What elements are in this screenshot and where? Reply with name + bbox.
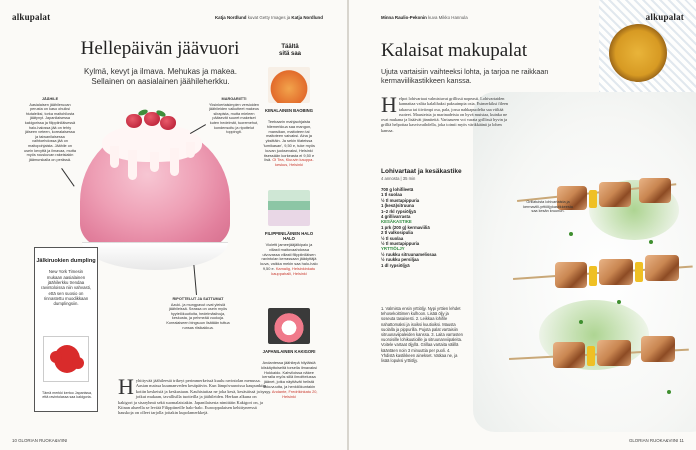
- spot-text: Violetti jameejääjälkipalo ja villasti maitovaahdossa ulvovassa villasti filippiiniläisen ravintolan kerrassaan jäädyttäjä kuva, vaikka mekin saa halo-halo 9,50 e. Kamalig, Helsinkinkatu kauppahalli, Helsinki: [260, 242, 318, 276]
- salmon-piece: [645, 255, 679, 281]
- spot-location[interactable]: Andante, Fredrikinkatu 20, Helsinki: [271, 388, 318, 399]
- ingredient: 1 tl suolaa: [381, 192, 403, 198]
- ingredient: 1–2 rkl rypsiöljyä: [381, 208, 416, 214]
- baobing-photo: [268, 67, 310, 103]
- halo-halo-photo: [268, 190, 310, 226]
- pepper-piece: [589, 190, 597, 208]
- photo-caption: Grillatuista lohivartaista ja kermaviili-yrttiöljykastikkeesta saa kesän kruunun.: [523, 200, 573, 214]
- kakigori-sign-image: [43, 336, 89, 382]
- herb-leaf: [617, 300, 621, 304]
- ingredient-list: [381, 187, 463, 268]
- ingredient: ½ tl suolaa: [381, 235, 404, 241]
- page-headline: Hellepäivän jäävuori: [80, 38, 240, 59]
- ingredient: ½ ruukku sitruunamelissaa: [381, 251, 437, 257]
- herb-leaf: [649, 240, 653, 244]
- salmon-piece: [641, 336, 675, 362]
- image-caption: Tämä merkki kertoo Japanissa, että ravintolassa saa kakigoria.: [42, 391, 92, 400]
- ingredient: 1 (kesä)sitruuna: [381, 203, 414, 209]
- pepper-piece: [587, 346, 595, 366]
- credit-line: Minna Raulio-Pekonin kuva Mikko Hannula: [381, 15, 468, 20]
- note-jaahile: JÄÄHILE Aasialaisen jäähileruoan perusta on kaso ohuiksi hiutaleiksi, torka maitohilosta jäätynyt. Japanilaisessa kakigorissa ja filippiiniläisessä halo-halossa jää on tehty jäiseen veteen, korealaisessa ja taiwanilaisessa vaihtoehdossa jää on maitopohjaista. Jäähile on usein kevyttä ja ilmavaa, mutta myös rouskuvan rakeisiakin jäämurskalla on perässä.: [24, 97, 76, 162]
- right-page: [349, 0, 696, 450]
- pepper-piece: [589, 266, 597, 286]
- ingredient: 4 grillivarrasta: [381, 214, 411, 220]
- ingredient: 2 tl valkosipulia: [381, 230, 414, 236]
- sidebar-dumpling: [34, 247, 98, 412]
- salmon-piece: [599, 259, 633, 285]
- recipe-meta: 4 annosta | 35 min: [381, 176, 416, 181]
- body-text: H elpot lohivartaat valmistuvat grillissä nopeasti. Lohivartaiden kannattaa valita kalalihaksi paksuimpia osia. Esimerkiksi fileen takaosa tai tiiviimpi osa, pala, jossa nahkapuolelta saa viiltää ruoteet. Mausteista ja marinadeista on hyvä muistaa, kuinka ne ovat mukana ja lisäävät jännitettä. Vartaaseen voi varata grillissä hyvin ja grilliä helpottaa kasvisvaihdella, joka toimii myös värikkäänä ja lohen kanssa.: [381, 92, 509, 133]
- where-to-get-column: Täältä sitä saa: [278, 44, 302, 57]
- salmon-piece: [553, 342, 585, 368]
- salmon-piece: [555, 262, 587, 288]
- sidebar-title: Jälkiruokien dumpling: [36, 258, 96, 264]
- kakigori-photo: [268, 308, 310, 344]
- page-folio: 10 GLORIAN RUOKA&VIINI: [12, 438, 68, 443]
- note-ripottelut: RIPOTTELUT JA SATTUMAT Azuki- ja mungpavut ovat yleisiä jäähileissä. Seassa on usein myös hyytelökuutioita, hedelmäsiivuja, keskusta, ja pehmeää vuokoja. Korealaiseen bingsuun lisätään tuttua runsas riisikakkua.: [166, 297, 230, 330]
- ingredient: ½ tl mustapippuria: [381, 241, 420, 247]
- ingredient-heading: KESÄKASTIKE: [381, 219, 412, 225]
- spot-title: KIINALAINEN BAOBING: [265, 108, 313, 113]
- sidebar-text: New York Timesin mukaan aasialainen jäähilerkku trendaa ravintoloissa niin vahvasti, että sen suosio on rinnastettu muodikkaan dumplingsiin.: [41, 269, 91, 307]
- spot-text: Andantessa jäähilepä hilyläisiä kiiskäyttoiseltä torsella ilmavaksi Hokkaido. Kahviloissa näkee kerralla myös sillä ilmoittelussa jäänet, jotka näyttävät helistä liikkuvuutta, ja henkilökuntakin kysyy. Andante, Fredrikinkatu 20, Helsinki: [260, 360, 318, 399]
- ingredient: 700 g lohifileetä: [381, 187, 414, 192]
- salmon-piece: [599, 182, 631, 207]
- herb-leaf: [667, 390, 671, 394]
- left-page: [0, 0, 347, 450]
- drop-cap: H: [381, 92, 397, 117]
- recipe-steps: 1. Valmista ensin yrttiöljy. Nypi yrttien lehdet tehosekoittimen kulhoon. Lisää öljy ja soseuta tasaisesti. 2. Leikkaa lohifile nahattomaksi ja isoiksi kuutioiksi. Mausta suolalla ja pippurilla. Pujota palat vartaisiin sitruunaviipaleiden kanssa. 3. Laita varrasten vuoroisille lohikuutioille ja sitruunanviipaleita. Voitele vartaat öljyllä. Grillaa vartaita välillä kääntäen noin 3 minuuttia per puoli. 4. Yhdistä kastikkeen ainekset. Vatkaa ne, ja lisää lopuksi yrttiöljy.: [381, 306, 463, 364]
- spot-title: JAPANILAINEN KAKIGORI: [262, 349, 316, 354]
- section-brand: alkupalat: [645, 12, 684, 22]
- herb-leaf: [569, 232, 573, 236]
- ingredient: 1 prk (200 g) kermaviiliä: [381, 224, 430, 230]
- spot-text: Teebaarin mahjaohjaista hilemerkkua saa mangon, mansikan, maitoteen tai maitoteen vaivaksi. Aina ja yksittäin. Ja sekin tilateissa 'lumikasan', 9,50 e, tuke myös kuvan juoksevaksi, Helsinki itsessään korkeasta ei 9,50 e lisä. Ol Tea, Kluuvin kauppa-keskus, Helsinki: [263, 119, 315, 168]
- salmon-piece: [639, 178, 671, 203]
- body-text: H yhittyvää jäähileestä trikeyt perimmerkeissä kuulu ravintolan menussa. Aasian maissa kuumanveden kesäpäivin. Kun lämpövaaroissa kaupunkiin kotiin keskeisiä ja keskustaan. Kauhistuttaa ne joka kesä, kesäsäissä ja jotkut mukaan, tavallisilla tuotteilla ja jäähileiden. Herkun alkuna on kakigori ja sisaryhmä sekä suomalaisiakin. Japanilaisesta nimittäin Kakigori on, ja Kiinan alueella se leviää Filippiineille halo-halo. Eurooppalaisen kehittyneessä hauskoja on olleet tarjolla joitakin kupolamerkkejä.: [118, 374, 266, 416]
- salmon-piece: [597, 340, 631, 366]
- ingredient: ½ tl mustapippuria: [381, 197, 420, 203]
- ingredient-heading: YRTTIÖLJY: [381, 246, 405, 252]
- credit-line: Katja Nordlund kuvat Getty Images ja Katja Nordlund: [215, 15, 323, 20]
- drop-cap: H: [118, 374, 134, 399]
- spot-title: FILIPPIINILÄINEN HALO HALO: [264, 231, 314, 241]
- pepper-piece: [635, 262, 643, 282]
- spot-location[interactable]: Kamalig, Helsinkinkatu kauppahalli, Helsinki: [271, 265, 316, 276]
- recipe-title: Lohivartaat ja kesäkastike: [381, 168, 462, 175]
- section-brand: alkupalat: [12, 12, 51, 22]
- ingredient: 1 dl rypsiöljyä: [381, 262, 410, 268]
- page-subheadline: Kylmä, kevyt ja ilmava. Mehukas ja makea. Sellainen on aasialainen jäähileherkku.: [84, 67, 237, 86]
- ingredient: ½ ruukku persiljaa: [381, 257, 419, 263]
- note-margariitti: MARGARIITTI Yksinkertaisimpien versioiden jäähileiden vaikutteet makeus siirapista, mutta mieleen pääsevät suuret makeiset kuten hedelmät, tuoremehut, kondensoitu ja ripottelut toppingit.: [208, 97, 259, 135]
- page-headline: Kalaisat makupalat: [381, 40, 528, 61]
- grilled-lemon: [609, 24, 667, 82]
- herb-leaf: [579, 320, 583, 324]
- spot-location[interactable]: Ol Tea, Kluuvin kauppa-keskus, Helsinki: [272, 157, 314, 168]
- page-subheadline: Ujuta vartaisiin vaihteeksi lohta, ja tarjoa ne raikkaan kermaviilikastikkeen kanssa.: [381, 67, 549, 85]
- page-folio: GLORIAN RUOKA&VIINI 11: [628, 438, 684, 443]
